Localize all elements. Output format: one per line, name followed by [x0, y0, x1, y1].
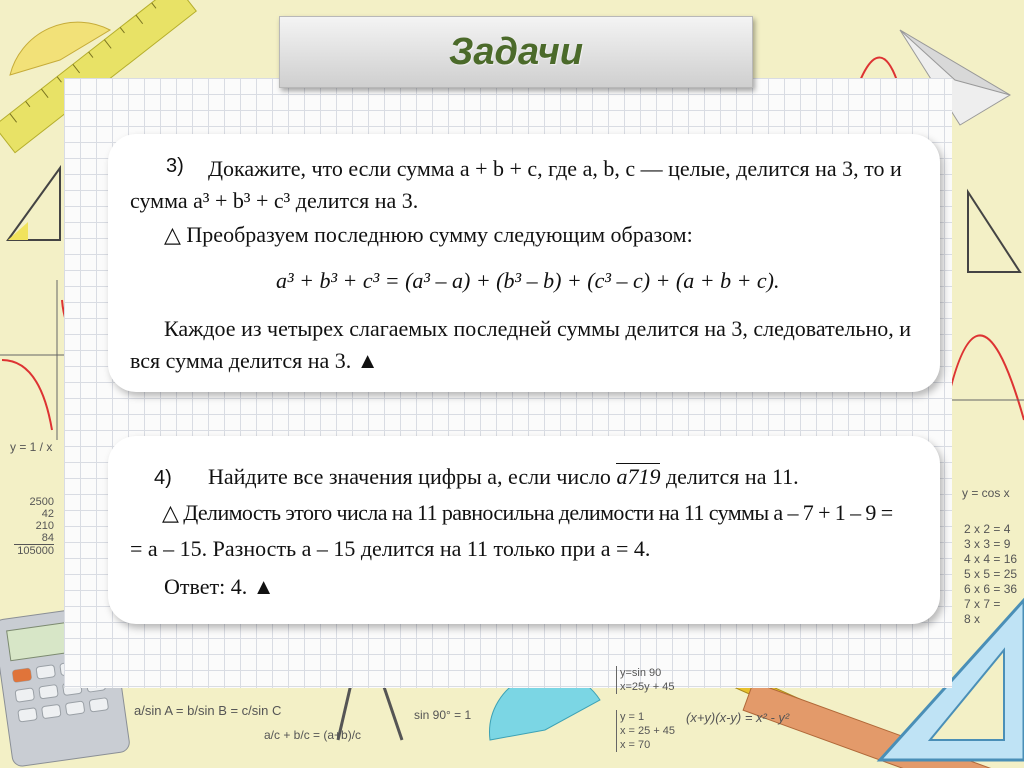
task4-line1-end: делится на 11.	[660, 464, 799, 489]
title-banner	[279, 16, 753, 88]
task4-line1	[208, 466, 799, 488]
task3-line2: сумма a³ + b³ + c³ делится на 3.	[130, 188, 419, 213]
task3-line5: вся сумма делится на 3. ▲	[130, 348, 379, 373]
page-title: Задачи	[448, 30, 584, 73]
column-multiplication: 2500 42 210 84 105000	[14, 496, 54, 557]
task4-line2: △ Делимость этого числа на 11 равносильна делимости на 11 суммы a – 7 + 1 – 9 =	[162, 500, 893, 525]
overlined-number: a719	[616, 464, 661, 489]
task3-line3: △ Преобразуем последнюю сумму следующим образом:	[164, 222, 693, 247]
sin-ninety: sin 90° = 1	[414, 708, 472, 722]
difference-of-squares: (x+y)(x-y) = x² - y²	[686, 710, 790, 725]
equation-system-1: y=sin 90 x=25y + 45	[616, 666, 674, 694]
cosine-label: y = cos x	[962, 486, 1010, 500]
hyperbola-label: y = 1 / x	[10, 440, 53, 454]
task4-line3: = a – 15. Разность a – 15 делится на 11 только при a = 4.	[130, 536, 651, 561]
task4-answer: Ответ: 4. ▲	[164, 574, 275, 599]
law-of-sines: a/sin A = b/sin B = c/sin C	[134, 703, 282, 718]
equation-system-2: y = 1 x = 25 + 45 x = 70	[616, 710, 675, 752]
multiplication-table: 2 x 2 = 4 3 x 3 = 9 4 x 4 = 16 5 x 5 = 25 6 x 6 = 36 7 x 7 = 8 x	[964, 522, 1018, 626]
task4-line1-text: Найдите все значения цифры a, если число	[208, 464, 617, 489]
task3-number: 3)	[166, 155, 184, 177]
task3-card	[108, 134, 940, 392]
task3-line1: Докажите, что если сумма a + b + c, где a, b, c — целые, делится на 3, то и	[208, 156, 902, 181]
task4-card	[108, 436, 940, 624]
task3-formula: a³ + b³ + c³ = (a³ – a) + (b³ – b) + (c³ – c) + (a + b + c).	[276, 268, 780, 293]
task3-line4: Каждое из четырех слагаемых последней суммы делится на 3, следовательно, и	[164, 316, 912, 341]
fraction-sum: a/c + b/c = (a+b)/c	[264, 728, 362, 742]
task4-number: 4)	[154, 467, 172, 489]
